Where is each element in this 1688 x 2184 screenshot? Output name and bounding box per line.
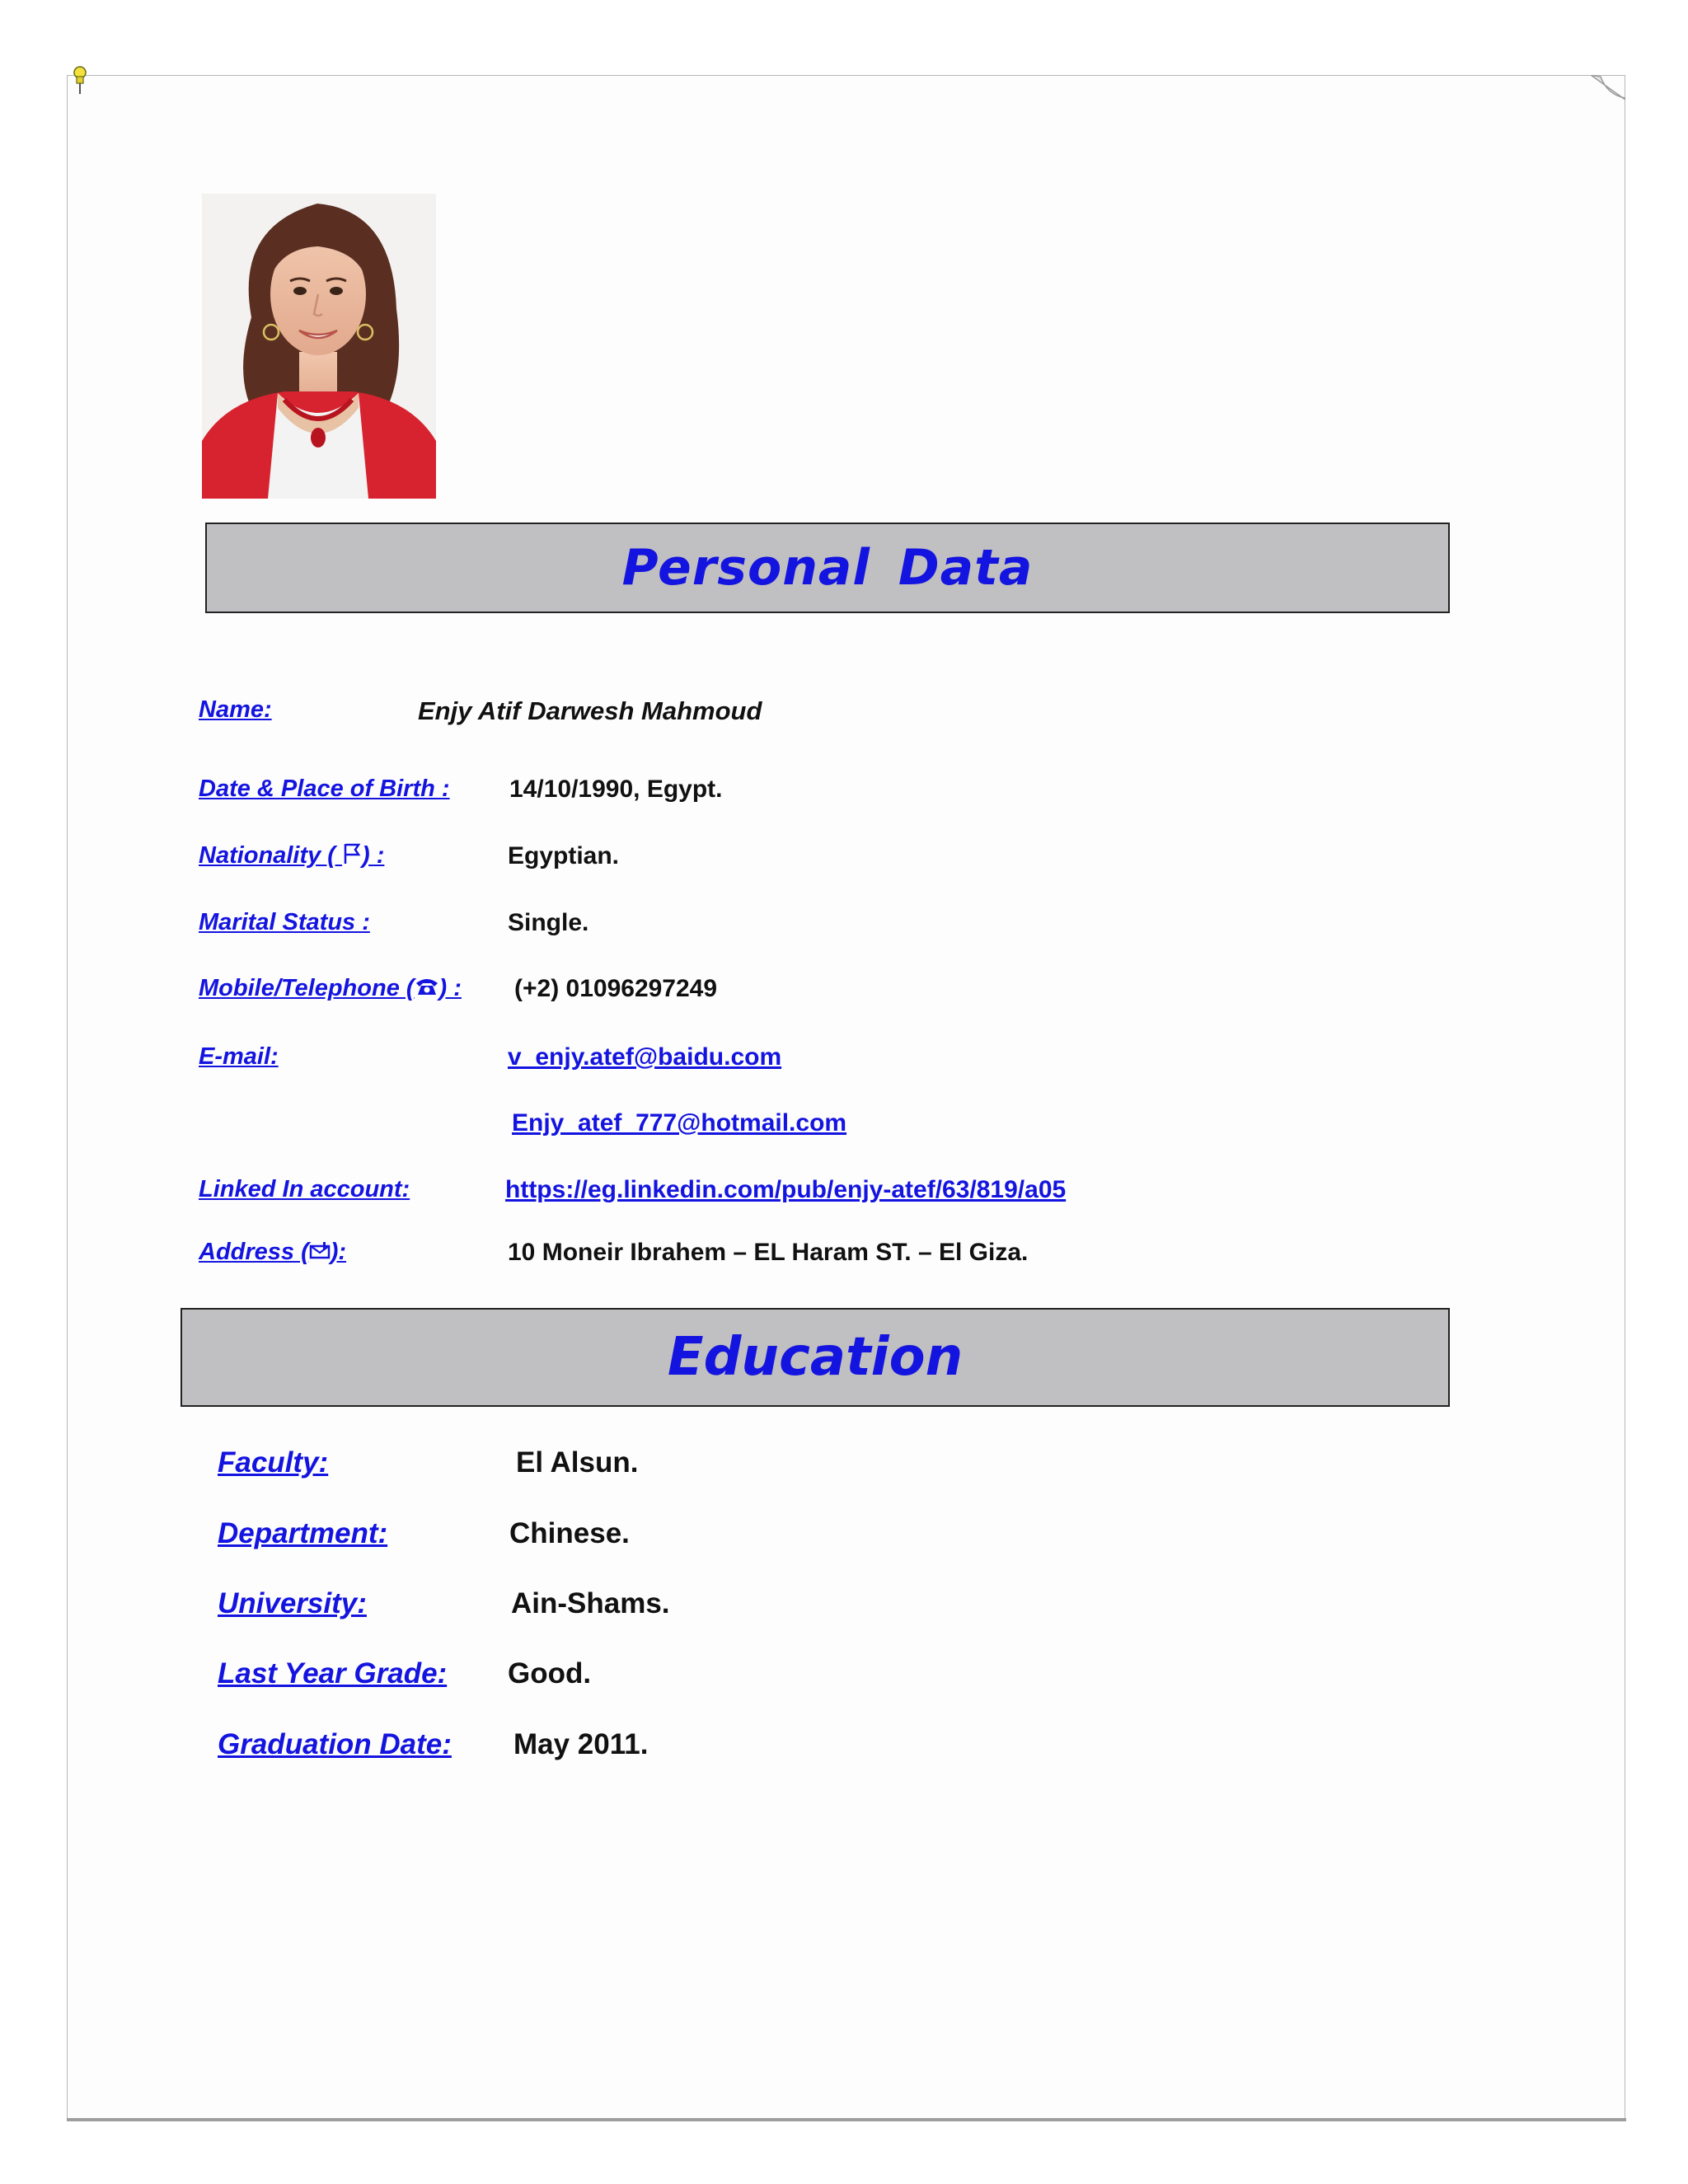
graduation-date-label: Graduation Date:: [218, 1728, 452, 1760]
page-bottom-rule: [67, 2118, 1626, 2121]
email-label: E-mail:: [199, 1043, 279, 1070]
mailbox-icon: [309, 1240, 331, 1262]
graduation-date-value: May 2011.: [513, 1728, 649, 1760]
marital-status-value: Single.: [508, 909, 589, 936]
personal-data-header: [205, 523, 1450, 613]
faculty-label: Faculty:: [218, 1446, 329, 1479]
marital-status-label: Marital Status :: [199, 909, 370, 935]
department-value: Chinese.: [509, 1517, 630, 1549]
university-label: University:: [218, 1587, 367, 1619]
last-year-grade-value: Good.: [508, 1657, 592, 1690]
email-link-primary[interactable]: v_enjy.atef@baidu.com: [508, 1043, 782, 1071]
mobile-value: (+2) 01096297249: [514, 975, 718, 1002]
profile-photo: [202, 194, 436, 499]
birth-label: Date & Place of Birth :: [199, 776, 450, 802]
faculty-value: El Alsun.: [516, 1446, 639, 1479]
birth-value: 14/10/1990, Egypt.: [509, 776, 723, 803]
nationality-label: Nationality ( ) :: [199, 842, 385, 869]
linkedin-label: Linked In account:: [199, 1176, 410, 1202]
department-label: Department:: [218, 1517, 388, 1549]
address-label: Address ( ):: [199, 1239, 347, 1265]
personal-data-title: Personal Data: [621, 539, 1034, 597]
nationality-value: Egyptian.: [508, 842, 620, 869]
name-label: Name:: [199, 696, 272, 723]
university-value: Ain-Shams.: [511, 1587, 670, 1619]
flag-icon: [342, 842, 362, 865]
mobile-label: Mobile/Telephone ( ) :: [199, 975, 462, 1001]
education-title: Education: [667, 1327, 964, 1388]
page-curl-icon: [1591, 75, 1625, 100]
email-link-secondary[interactable]: Enjy_atef_777@hotmail.com: [512, 1109, 847, 1137]
name-value: Enjy Atif Darwesh Mahmoud: [418, 696, 762, 725]
linkedin-link[interactable]: https://eg.linkedin.com/pub/enjy-atef/63/819/a05: [505, 1176, 1067, 1203]
education-header: [181, 1308, 1450, 1407]
last-year-grade-label: Last Year Grade:: [218, 1657, 448, 1690]
telephone-icon: [415, 975, 439, 998]
address-value: 10 Moneir Ibrahem – EL Haram ST. – El Giza.: [508, 1239, 1029, 1266]
pushpin-icon: [71, 66, 89, 96]
